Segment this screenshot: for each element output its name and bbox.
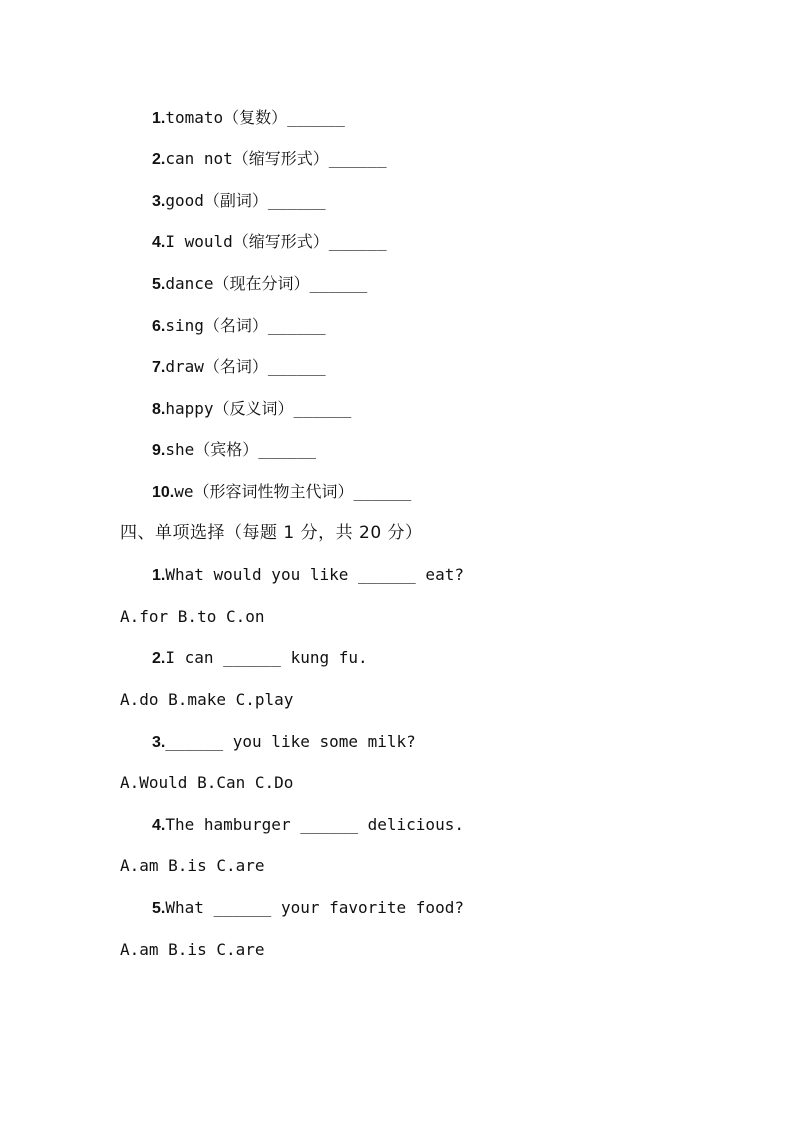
question-stem	[152, 648, 368, 669]
item-text: I would（缩写形式）______	[165, 232, 387, 251]
item-text: we（形容词性物主代词）______	[174, 482, 412, 501]
question-text: What ______ your favorite food?	[165, 898, 464, 917]
item-text: happy（反义词）______	[165, 399, 352, 418]
word-form-item	[152, 149, 387, 170]
word-form-item	[152, 108, 345, 129]
question-number: 4.	[152, 817, 166, 834]
word-form-item	[152, 316, 326, 337]
item-number: 2.	[152, 151, 166, 168]
item-number: 10.	[152, 484, 175, 501]
question-options: A.am B.is C.are	[120, 856, 265, 875]
word-form-item	[152, 357, 326, 378]
section-heading: 四、单项选择（每题 1 分，共 20 分）	[120, 523, 423, 543]
word-form-item	[152, 399, 351, 420]
question-stem	[152, 732, 416, 753]
item-text: dance（现在分词）______	[165, 274, 368, 293]
item-text: good（副词）______	[165, 191, 326, 210]
item-text: she（宾格）______	[165, 440, 317, 459]
item-number: 9.	[152, 442, 166, 459]
item-number: 5.	[152, 276, 166, 293]
item-number: 7.	[152, 359, 166, 376]
item-text: draw（名词）______	[165, 357, 326, 376]
question-options: A.am B.is C.are	[120, 940, 265, 959]
word-form-item	[152, 482, 411, 503]
word-form-item	[152, 440, 316, 461]
question-stem	[152, 898, 464, 919]
question-text: What would you like ______ eat?	[165, 565, 464, 584]
question-options: A.do B.make C.play	[120, 690, 294, 709]
word-form-item	[152, 232, 387, 253]
question-text: ______ you like some milk?	[165, 732, 416, 751]
word-form-item	[152, 191, 326, 212]
item-number: 1.	[152, 110, 166, 127]
question-text: The hamburger ______ delicious.	[165, 815, 464, 834]
item-number: 4.	[152, 234, 166, 251]
question-options: A.Would B.Can C.Do	[120, 773, 294, 792]
item-text: tomato（复数）______	[165, 108, 345, 127]
question-number: 1.	[152, 567, 166, 584]
question-number: 3.	[152, 734, 166, 751]
item-text: can not（缩写形式）______	[165, 149, 387, 168]
question-options: A.for B.to C.on	[120, 607, 265, 626]
question-number: 5.	[152, 900, 166, 917]
word-form-item	[152, 274, 367, 295]
question-stem	[152, 815, 464, 836]
question-text: I can ______ kung fu.	[165, 648, 368, 667]
item-number: 6.	[152, 318, 166, 335]
item-number: 3.	[152, 193, 166, 210]
item-number: 8.	[152, 401, 166, 418]
question-number: 2.	[152, 650, 166, 667]
question-stem	[152, 565, 464, 586]
item-text: sing（名词）______	[165, 316, 326, 335]
